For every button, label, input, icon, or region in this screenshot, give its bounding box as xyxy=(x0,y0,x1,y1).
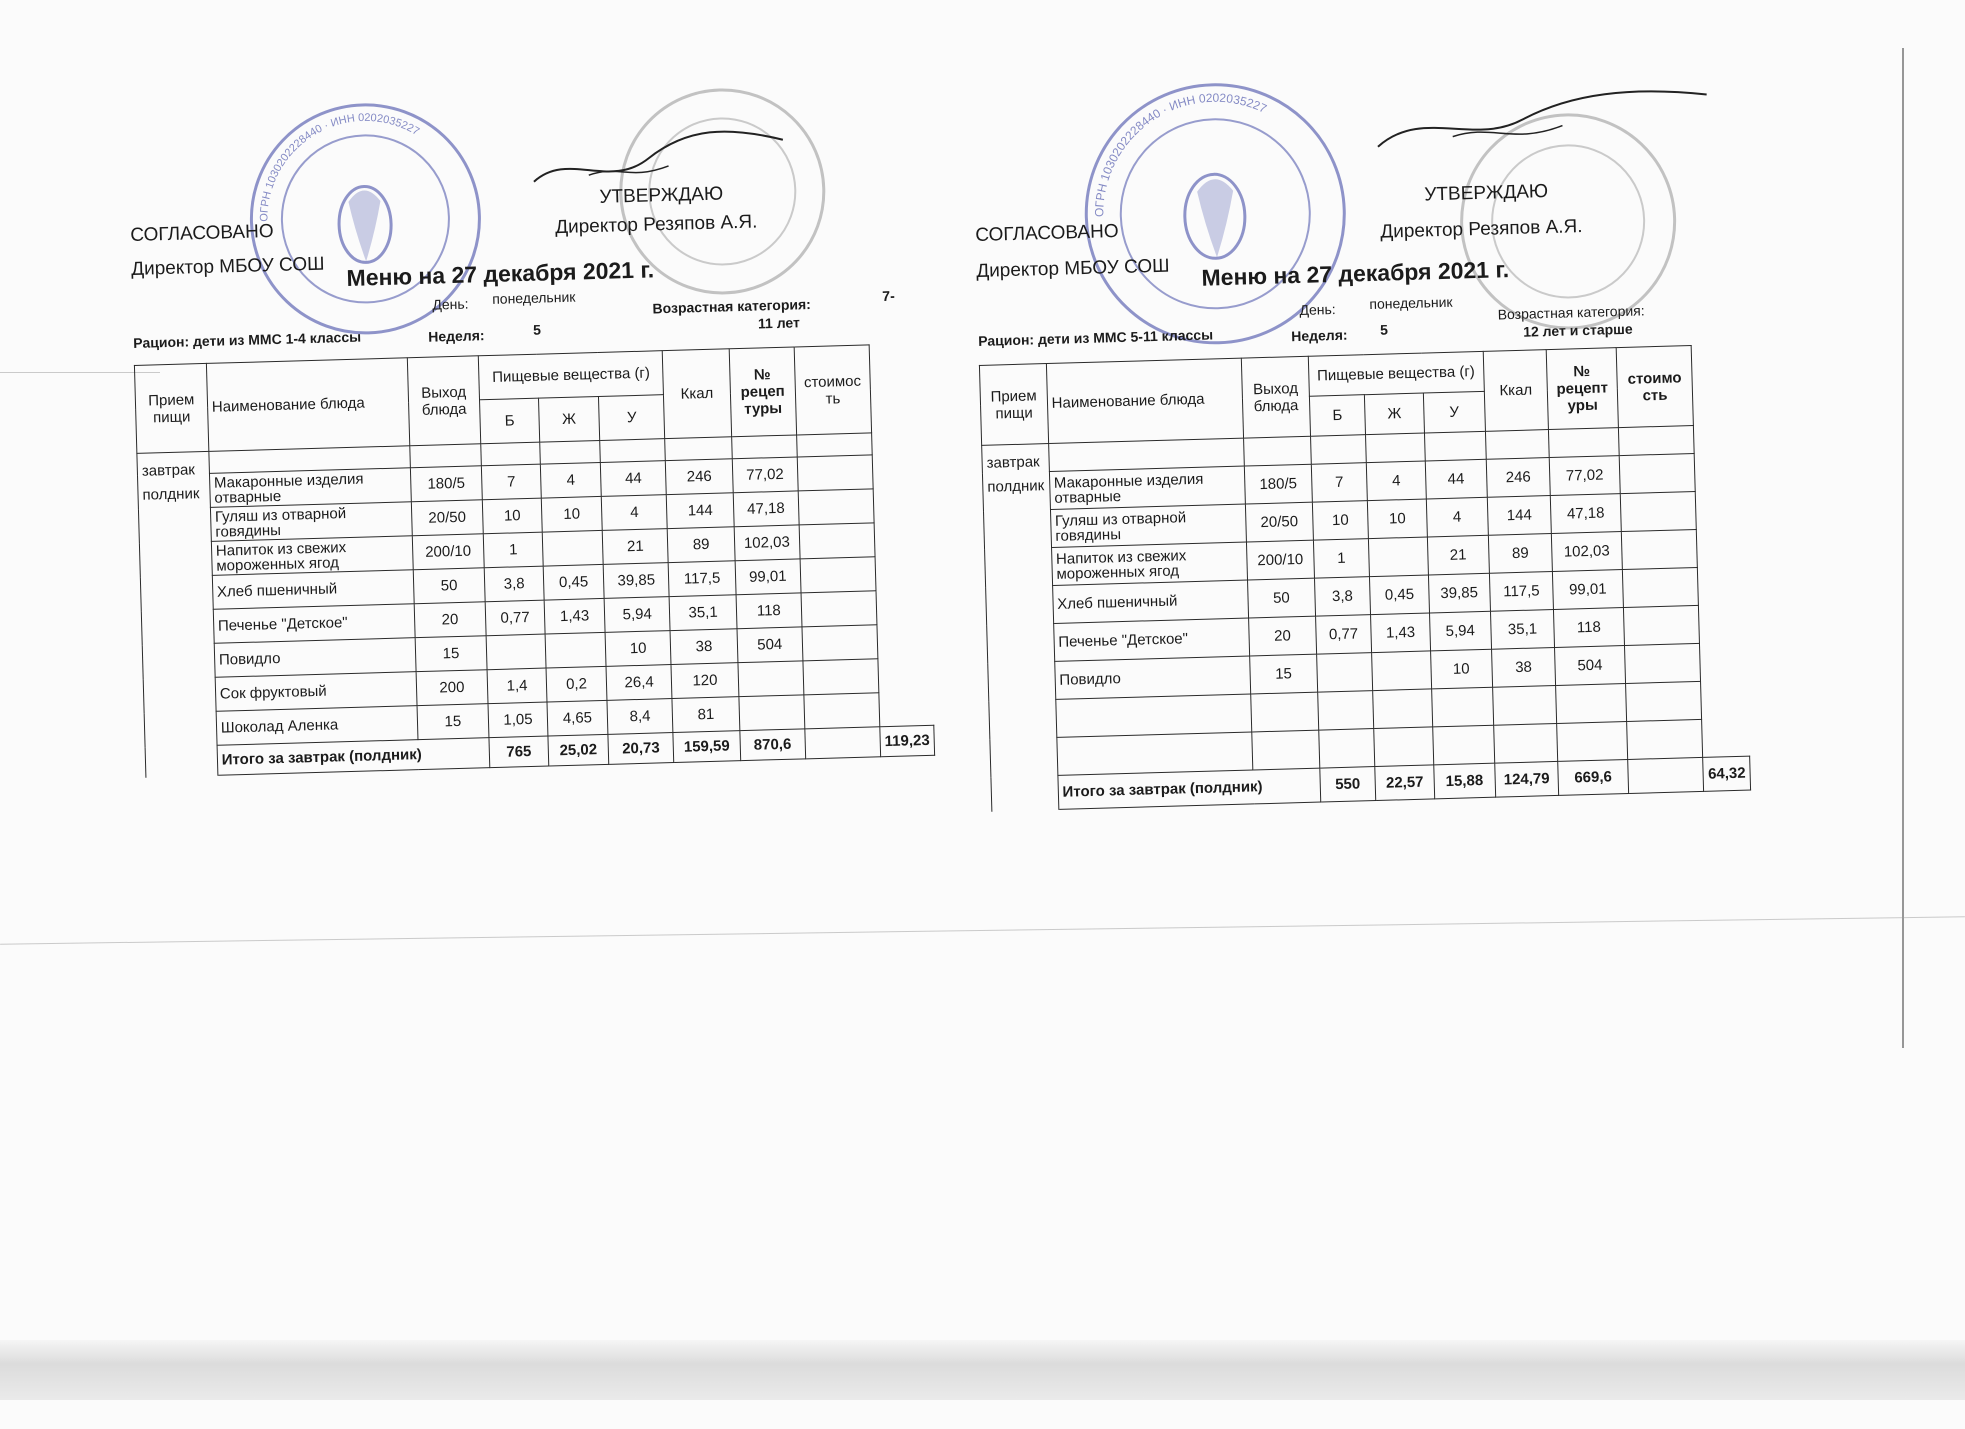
total-yield: 550 xyxy=(1319,767,1376,803)
cost-value xyxy=(1623,605,1700,645)
dish-yield: 200 xyxy=(416,670,488,706)
menu-sheet-left xyxy=(130,111,970,945)
col-nutrients: Пищевые вещества (г) xyxy=(1308,351,1484,396)
cost-value xyxy=(802,625,878,661)
dish-name: Хлеб пшеничный xyxy=(212,570,414,610)
total-protein: 22,57 xyxy=(1375,765,1434,801)
dish-name: Сок фруктовый xyxy=(215,672,417,712)
recipe-value: 99,01 xyxy=(1553,570,1623,610)
meal-name: полдник xyxy=(142,485,200,504)
dish-name: Макаронные изделия отварные xyxy=(1049,466,1246,509)
cost-value xyxy=(799,523,875,559)
total-recipe xyxy=(1627,757,1704,793)
recipe-value xyxy=(1556,684,1626,724)
protein-value: 1,05 xyxy=(488,702,548,738)
fat-value xyxy=(1374,727,1433,767)
protein-value: 7 xyxy=(482,464,542,500)
carb-value: 44 xyxy=(600,461,666,497)
fat-value: 1,43 xyxy=(544,598,605,634)
fat-value: 0,45 xyxy=(543,564,604,600)
cost-value xyxy=(1620,491,1697,531)
svg-text:ОГРН 1030202228440 · ИНН 02020: ОГРН 1030202228440 · ИНН 0202035227 xyxy=(1092,90,1269,218)
col-dish: Наименование блюда xyxy=(1046,358,1244,443)
dish-yield: 200/10 xyxy=(1247,540,1314,580)
cost-value xyxy=(801,591,877,627)
kcal-value: 144 xyxy=(1487,496,1552,536)
col-protein: Б xyxy=(480,398,540,444)
kcal-value: 144 xyxy=(666,493,734,529)
menu-table xyxy=(134,343,935,778)
col-meal: Прием пищи xyxy=(979,364,1048,446)
kcal-value: 120 xyxy=(671,663,739,699)
protein-value: 1 xyxy=(483,532,543,568)
cost-value xyxy=(1625,681,1702,721)
menu-title: Меню на 27 декабря 2021 г. xyxy=(1201,256,1510,291)
age-label: Возрастная категория: xyxy=(1497,302,1645,323)
total-recipe xyxy=(805,727,881,759)
fat-value: 0,2 xyxy=(546,666,607,702)
age-value: 11 лет xyxy=(757,314,801,332)
col-kcal: Ккал xyxy=(662,349,731,439)
total-kcal: 870,6 xyxy=(740,729,806,761)
col-kcal: Ккал xyxy=(1483,350,1549,432)
age-value: 7- xyxy=(882,287,895,305)
dish-yield: 20 xyxy=(1249,616,1316,656)
col-nutrients: Пищевые вещества (г) xyxy=(478,351,663,400)
recipe-value: 504 xyxy=(1555,646,1625,686)
dish-yield: 180/5 xyxy=(410,466,482,502)
kcal-value xyxy=(1493,723,1558,763)
total-label: Итого за завтрак (полдник) xyxy=(217,738,490,776)
cost-value xyxy=(800,557,876,593)
total-fat: 20,73 xyxy=(608,733,674,765)
cost-value xyxy=(1619,453,1696,493)
col-fat: Ж xyxy=(1365,393,1424,435)
col-recipe: № рецеп туры xyxy=(729,347,796,437)
col-dish: Наименование блюда xyxy=(206,358,409,452)
fat-value xyxy=(542,530,603,566)
kcal-value: 246 xyxy=(666,459,734,495)
dish-name: Шоколад Аленка xyxy=(216,706,418,746)
director-name: Директор Резяпов А.Я. xyxy=(554,211,758,239)
fat-value: 10 xyxy=(1368,499,1427,539)
fat-value xyxy=(1373,689,1432,729)
day-value: понедельник xyxy=(1369,293,1453,313)
carb-value xyxy=(1432,725,1494,765)
recipe-value xyxy=(1557,722,1627,762)
approve-label: УТВЕРЖДАЮ xyxy=(599,183,724,208)
agreed-label: СОГЛАСОВАНО xyxy=(975,220,1119,246)
total-yield: 765 xyxy=(489,736,549,768)
kcal-value: 117,5 xyxy=(668,561,736,597)
col-carb: У xyxy=(1423,391,1485,433)
week-value: 5 xyxy=(1379,321,1389,338)
director-name: Директор Резяпов А.Я. xyxy=(1380,216,1583,243)
protein-value: 1,4 xyxy=(487,668,547,704)
meal-type xyxy=(982,444,1059,812)
total-protein: 25,02 xyxy=(548,734,609,766)
week-label: Неделя: xyxy=(1291,326,1348,345)
protein-value: 10 xyxy=(482,498,542,534)
carb-value: 21 xyxy=(1427,535,1489,575)
dish-name: Повидло xyxy=(1054,656,1251,699)
fat-value xyxy=(545,632,606,668)
fat-value xyxy=(1369,537,1428,577)
dish-name xyxy=(1057,732,1254,775)
cost-value xyxy=(798,489,874,525)
meal-name: полдник xyxy=(987,477,1045,496)
fat-value xyxy=(1372,651,1431,691)
recipe-value: 99,01 xyxy=(735,559,801,595)
kcal-value: 89 xyxy=(667,527,735,563)
fat-value: 4,65 xyxy=(547,700,608,736)
dish-yield xyxy=(1251,692,1318,732)
col-recipe: № рецепт уры xyxy=(1546,348,1618,430)
protein-value xyxy=(1316,653,1373,693)
total-fat: 15,88 xyxy=(1433,763,1495,799)
dish-name: Печенье "Детское" xyxy=(1053,618,1250,661)
carb-value: 39,85 xyxy=(1428,573,1490,613)
dish-name: Гуляш из отварной говядины xyxy=(210,502,412,542)
age-value: 12 лет и старше xyxy=(1522,320,1633,340)
kcal-value: 89 xyxy=(1488,534,1553,574)
recipe-value: 47,18 xyxy=(1551,494,1621,534)
fat-value: 1,43 xyxy=(1371,613,1430,653)
carb-value: 8,4 xyxy=(607,699,673,735)
recipe-value xyxy=(739,695,805,731)
kcal-value: 38 xyxy=(670,629,738,665)
dish-yield: 50 xyxy=(413,568,485,604)
col-yield: Выход блюда xyxy=(1242,356,1311,438)
day-label: День: xyxy=(432,295,469,313)
kcal-value: 117,5 xyxy=(1489,572,1554,612)
dish-name: Напиток из свежих мороженных ягод xyxy=(211,536,413,576)
cost-value xyxy=(1622,567,1699,607)
cost-value xyxy=(803,659,879,695)
dish-yield xyxy=(1252,730,1319,770)
ration-label: Рацион: дети из ММС 5-11 классы xyxy=(978,326,1214,349)
dish-name: Хлеб пшеничный xyxy=(1052,580,1249,623)
dish-name: Повидло xyxy=(214,638,416,678)
carb-value: 4 xyxy=(601,495,667,531)
dish-yield: 20 xyxy=(414,602,486,638)
dish-yield: 15 xyxy=(417,704,489,740)
scan-shadow xyxy=(0,1340,1965,1400)
kcal-value: 35,1 xyxy=(1490,609,1555,649)
carb-value: 39,85 xyxy=(603,563,669,599)
fat-value: 0,45 xyxy=(1370,575,1429,615)
dish-yield: 50 xyxy=(1248,578,1315,618)
kcal-value: 246 xyxy=(1486,458,1551,498)
protein-value: 3,8 xyxy=(484,566,544,602)
carb-value: 10 xyxy=(605,631,671,667)
menu-sheet-right xyxy=(975,90,1774,925)
dish-yield: 20/50 xyxy=(1246,502,1313,542)
total-cost: 64,32 xyxy=(1703,756,1750,791)
menu-table xyxy=(979,344,1751,812)
dish-name: Гуляш из отварной говядины xyxy=(1050,504,1247,547)
dish-yield: 200/10 xyxy=(412,534,484,570)
kcal-value: 81 xyxy=(672,697,740,733)
recipe-value: 77,02 xyxy=(1549,456,1619,496)
kcal-value: 38 xyxy=(1491,647,1556,687)
total-label: Итого за завтрак (полдник) xyxy=(1058,768,1321,809)
col-meal: Прием пищи xyxy=(134,363,208,453)
scan-edge xyxy=(1902,48,1904,1048)
ration-label: Рацион: дети из ММС 1-4 классы xyxy=(133,328,362,351)
protein-value xyxy=(1318,729,1375,769)
protein-value: 7 xyxy=(1311,463,1368,503)
carb-value: 44 xyxy=(1425,459,1487,499)
recipe-value: 118 xyxy=(736,593,802,629)
cost-value xyxy=(1626,719,1703,759)
dish-yield: 20/50 xyxy=(411,500,483,536)
recipe-value: 118 xyxy=(1554,608,1624,648)
protein-value xyxy=(486,634,546,670)
recipe-value: 77,02 xyxy=(732,457,798,493)
carb-value: 10 xyxy=(1430,649,1492,689)
protein-value xyxy=(1317,691,1374,731)
week-label: Неделя: xyxy=(428,327,485,345)
col-carb: У xyxy=(599,395,665,441)
recipe-value xyxy=(738,661,804,697)
dish-yield: 15 xyxy=(1250,654,1317,694)
total-carb: 124,79 xyxy=(1494,761,1558,797)
col-yield: Выход блюда xyxy=(407,356,481,446)
director-school: Директор МБОУ СОШ xyxy=(130,253,325,280)
week-value: 5 xyxy=(532,321,542,338)
carb-value: 4 xyxy=(1426,497,1488,537)
meal-name: завтрак xyxy=(141,461,196,480)
protein-value: 0,77 xyxy=(1315,615,1372,655)
kcal-value: 35,1 xyxy=(669,595,737,631)
protein-value: 0,77 xyxy=(485,600,545,636)
approve-label: УТВЕРЖДАЮ xyxy=(1424,180,1549,206)
carb-value: 21 xyxy=(602,529,668,565)
dish-name: Печенье "Детское" xyxy=(213,604,415,644)
dish-yield: 180/5 xyxy=(1245,464,1312,504)
protein-value: 1 xyxy=(1313,539,1370,579)
protein-value: 3,8 xyxy=(1314,577,1371,617)
agreed-label: СОГЛАСОВАНО xyxy=(130,220,274,246)
cost-value xyxy=(797,455,873,491)
menu-title: Меню на 27 декабря 2021 г. xyxy=(346,256,655,291)
dish-yield: 15 xyxy=(415,636,487,672)
age-label: Возрастная категория: xyxy=(652,296,812,317)
col-cost: стоимо сть xyxy=(1616,346,1694,428)
cost-value xyxy=(1624,643,1701,683)
protein-value: 10 xyxy=(1312,501,1369,541)
col-fat: Ж xyxy=(538,396,599,442)
meal-name: завтрак xyxy=(986,453,1040,472)
fat-value: 10 xyxy=(541,496,602,532)
recipe-value: 47,18 xyxy=(733,491,799,527)
fat-value: 4 xyxy=(540,462,601,498)
kcal-value xyxy=(1492,685,1557,725)
recipe-value: 102,03 xyxy=(1552,532,1622,572)
col-protein: Б xyxy=(1309,395,1366,437)
dish-name xyxy=(1055,694,1252,737)
signature-icon xyxy=(1371,79,1713,168)
cost-value xyxy=(804,693,880,729)
fat-value: 4 xyxy=(1367,461,1426,501)
carb-value: 5,94 xyxy=(1429,611,1491,651)
meal-type xyxy=(137,451,218,777)
svg-text:ОГРН 1030202228440 · ИНН 02020: ОГРН 1030202228440 · ИНН 0202035227 xyxy=(258,111,422,222)
recipe-value: 102,03 xyxy=(734,525,800,561)
carb-value xyxy=(1431,687,1493,727)
day-label: День: xyxy=(1299,300,1336,318)
col-cost: стоимос ть xyxy=(794,345,872,435)
director-school: Директор МБОУ СОШ xyxy=(976,255,1170,282)
day-value: понедельник xyxy=(491,288,576,307)
carb-value: 5,94 xyxy=(604,597,670,633)
total-carb: 159,59 xyxy=(673,731,740,763)
total-cost: 119,23 xyxy=(880,725,935,756)
cost-value xyxy=(1621,529,1698,569)
total-kcal: 669,6 xyxy=(1558,759,1628,795)
carb-value: 26,4 xyxy=(606,665,672,701)
recipe-value: 504 xyxy=(737,627,803,663)
dish-name: Макаронные изделия отварные xyxy=(209,468,411,508)
dish-name: Напиток из свежих мороженных ягод xyxy=(1051,542,1248,585)
